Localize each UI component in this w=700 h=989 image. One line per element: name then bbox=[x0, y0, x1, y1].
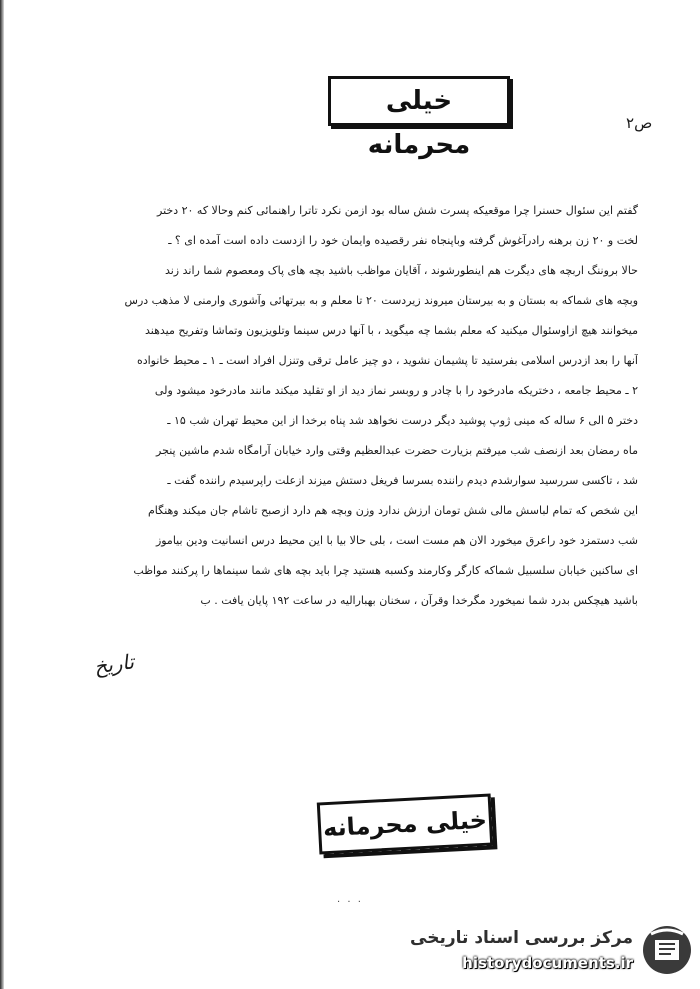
body-line: دختر ۵ الی ۶ ساله که مینی ژوپ پوشید دیگر درست نخواهد شد پناه برخدا از این محیط تهران شب ۱۵ ـ bbox=[167, 414, 638, 427]
body-line: باشید هیچکس بدرد شما نمیخورد مگرخدا وقرآن ، سخنان بهبارالیه در ساعت ۱۹۲ پایان یافت . ب bbox=[200, 594, 638, 607]
watermark bbox=[405, 920, 695, 980]
body-line: شب دستمزد خود راعرق میخورد الان هم مست است ، بلی حالا بیا با این محیط درس انسانیت ودین بیاموز bbox=[155, 534, 638, 547]
body-line: وبچه های شماکه به بستان و به بیرستان میروند زیردست ۲۰ تا معلم و به بیرتهائی وآشوری وارمنی لا مذهب درس bbox=[124, 294, 638, 307]
watermark-url[interactable]: historydocuments.ir bbox=[462, 954, 633, 972]
classification-stamp-top: خیلی محرمانه bbox=[328, 76, 510, 126]
body-line: حالا بروننگ اربچه های دیگرت هم اینطورشوند ، آقایان مواظب باشید بچه های پاک ومعصوم شما راند زند bbox=[164, 264, 638, 277]
page-number: ص۲ bbox=[626, 114, 653, 132]
scan-edge bbox=[0, 0, 4, 989]
body-line: این شخص که تمام لباسش مالی شش تومان ارزش ندارد وزن وبچه هم دارد ازصبح تاشام جان میکند وهنگام bbox=[147, 504, 638, 517]
body-line: لخت و ۲۰ زن برهنه رادرآغوش گرفته وباپنجاه نفر رقصیده وایمان خود را ازدست داده است آمده ای ؟ ـ bbox=[168, 234, 638, 247]
body-line: ۲ ـ محیط جامعه ، دختریکه مادرخود را با چادر و روبسر نماز دید از او تقلید میکند مانند مادرخود میشود ولی bbox=[154, 384, 638, 397]
body-line: میخوانند هیچ ازاوسئوال میکنید که معلم بشما چه میگوید ، با آنها درس سینما وتلویزیون وتماشا وتفریح میدهند bbox=[144, 324, 638, 337]
body-line: آنها را بعد ازدرس اسلامی بفرستید تا پشیمان نشوید ، دو چیز عامل ترقی وتنزل افراد است ـ ۱ ـ محیط خانواده bbox=[136, 354, 638, 367]
handwritten-signature: تاریخ bbox=[92, 649, 136, 679]
archive-logo-icon bbox=[641, 924, 693, 976]
scan-noise: . . . bbox=[337, 894, 363, 905]
body-line: ای ساکنین خیابان سلسبیل شماکه کارگر وکارمند وکسبه هستید چرا باید بچه های شما سینماها را پرکنند مواظب bbox=[133, 564, 638, 577]
body-line: گفتم این سئوال حسنرا چرا موقعیکه پسرت شش ساله بود ازمن نکرد تاترا راهنمائی کنم وحالا که ۲۰ دختر bbox=[157, 204, 638, 217]
classification-stamp-bottom: خیلی محرمانه bbox=[317, 793, 493, 854]
body-line: شد ، تاکسی سررسید سوارشدم دیدم راننده بسرسا فریغل دستش میزند ازعلت راپرسیدم راننده گفت ـ bbox=[167, 474, 638, 487]
document-body bbox=[66, 200, 638, 620]
watermark-title: مرکز بررسی اسناد تاریخی bbox=[410, 928, 633, 948]
body-line: ماه رمضان بعد ازنصف شب میرفتم بزیارت حضرت عبدالعظیم وقتی وارد خیابان آرامگاه شدم ماشین پنجر bbox=[156, 444, 638, 457]
